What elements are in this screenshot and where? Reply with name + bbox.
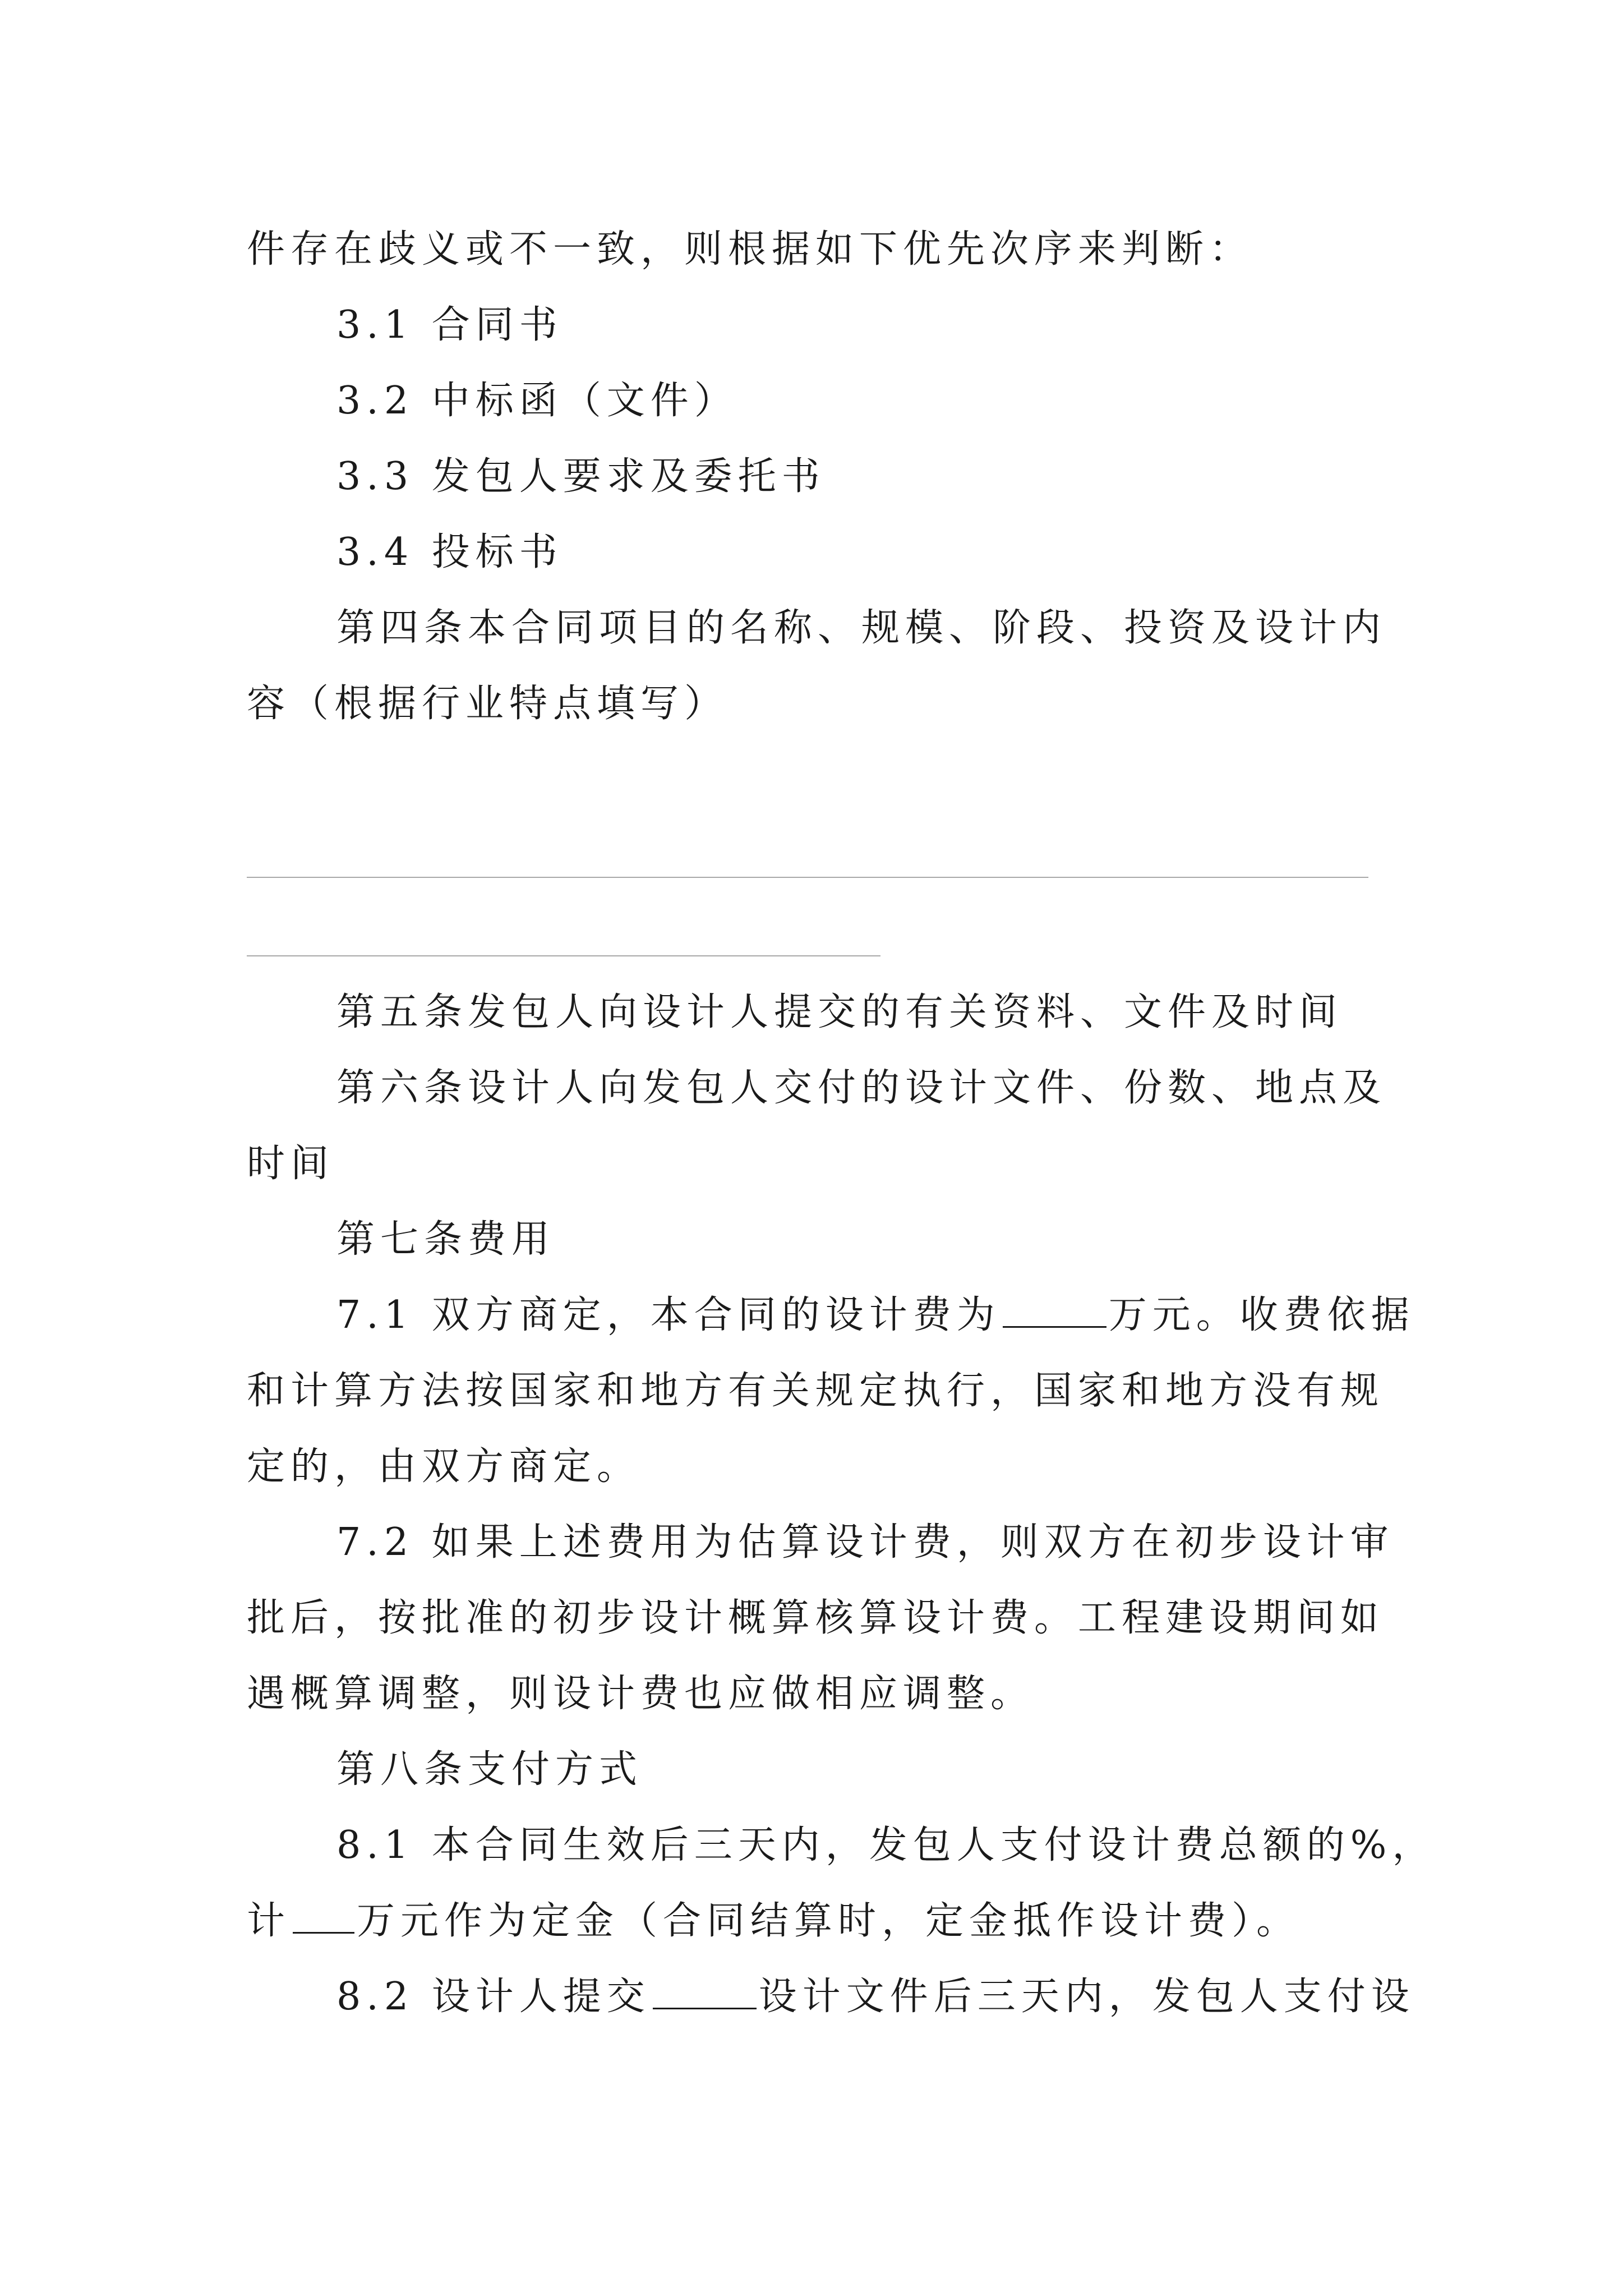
- clause-8-1-cont: [247, 1893, 1300, 1949]
- article-4-heading-cont: 容（根据行业特点填写）: [247, 682, 728, 726]
- clause-7-1-text-b: 万元。收费依据: [1108, 1293, 1415, 1337]
- clause-7-1-cont-2: 定的，由双方商定。: [247, 1444, 641, 1489]
- clause-7-1-cont-1: 和计算方法按国家和地方有关规定执行，国家和地方没有规: [247, 1369, 1385, 1413]
- clause-8-1-text-b: 万元作为定金（合同结算时，定金抵作设计费）。: [357, 1899, 1301, 1943]
- article-8-heading: 第八条支付方式: [336, 1747, 643, 1792]
- clause-7-2: 7.2 如果上述费用为估算设计费，则双方在初步设计审: [336, 1520, 1394, 1565]
- clause-3-2: 3.2 中标函（文件）: [336, 379, 738, 423]
- clause-8-2-text-b: 设计文件后三天内，发包人支付设: [758, 1975, 1415, 2019]
- clause-7-1: [336, 1287, 1415, 1343]
- article-6-heading: 第六条设计人向发包人交付的设计文件、份数、地点及: [336, 1066, 1387, 1110]
- clause-8-1-text-a: 计: [247, 1899, 291, 1943]
- article-6-heading-cont: 时间: [247, 1142, 335, 1186]
- fill-in-rule-2: [247, 955, 880, 956]
- clause-8-2-text-a: 8.2 设计人提交: [336, 1975, 651, 2019]
- article-5-heading: 第五条发包人向设计人提交的有关资料、文件及时间: [336, 990, 1343, 1034]
- article-7-heading: 第七条费用: [336, 1217, 556, 1262]
- fill-in-rule-1: [247, 877, 1368, 878]
- clause-3-4: 3.4 投标书: [336, 530, 563, 574]
- clause-8-1: 8.1 本合同生效后三天内，发包人支付设计费总额的%，: [336, 1823, 1436, 1867]
- clause-8-2: [336, 1969, 1415, 2025]
- clause-7-1-text-a: 7.1 双方商定，本合同的设计费为: [336, 1293, 1000, 1337]
- design-stage-blank: [653, 2008, 757, 2009]
- clause-7-2-cont-2: 遇概算调整，则设计费也应做相应调整。: [247, 1672, 1035, 1716]
- text-line: 件存在歧义或不一致，则根据如下优先次序来判断：: [247, 227, 1253, 272]
- clause-7-2-cont-1: 批后，按批准的初步设计概算核算设计费。工程建设期间如: [247, 1596, 1385, 1640]
- clause-3-3: 3.3 发包人要求及委托书: [336, 454, 826, 499]
- fee-amount-blank: [1003, 1326, 1106, 1328]
- article-4-heading: 第四条本合同项目的名称、规模、阶段、投资及设计内: [336, 606, 1387, 650]
- deposit-amount-blank: [293, 1932, 354, 1934]
- clause-3-1: 3.1 合同书: [336, 303, 563, 347]
